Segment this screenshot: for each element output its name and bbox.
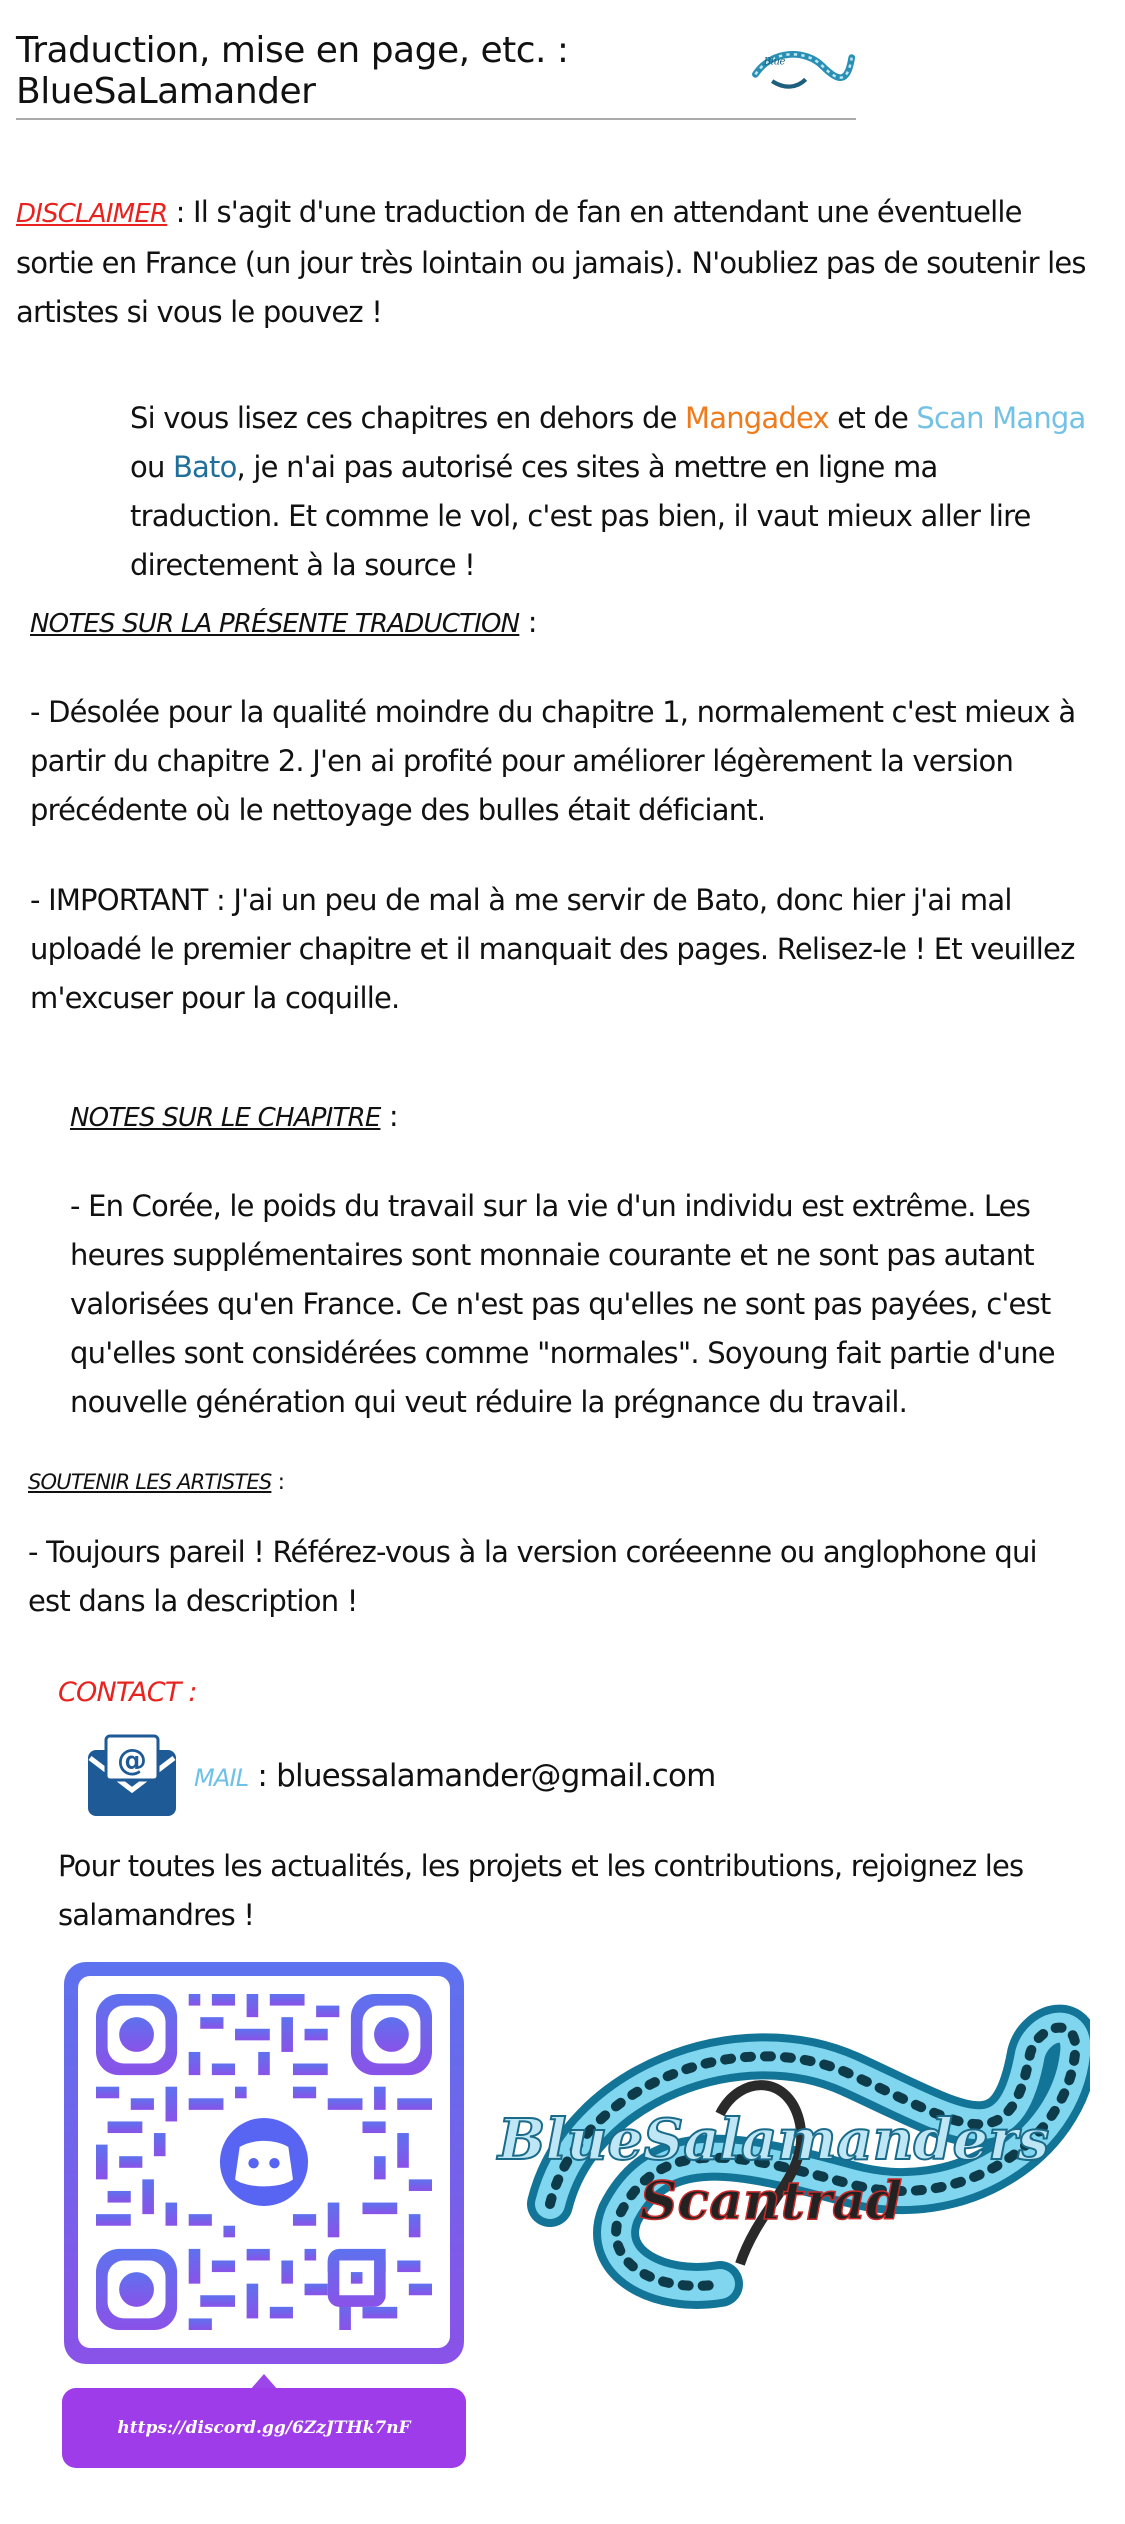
support-title: SOUTENIR LES ARTISTES: [28, 1470, 272, 1494]
notes-chapter-suffix: :: [380, 1099, 398, 1133]
notes-translation-heading: [30, 598, 537, 649]
mail-line: [194, 1752, 716, 1803]
discord-qr-code-icon: [96, 1994, 432, 2330]
notes-translation-title: NOTES SUR LA PRÉSENTE TRADUCTION: [30, 609, 520, 639]
notes-translation-item-2: - IMPORTANT : J'ai un peu de mal à me servir de Bato, donc hier j'ai mal uploadé le premier chapitre et il manquait des pages. Relisez-le ! Et veuillez m'excuser pour la coquille.: [30, 883, 1075, 1015]
logo-line2: Scantrad: [640, 2171, 903, 2232]
notes-chapter-item-1: - En Corée, le poids du travail sur la vie d'un individu est extrême. Les heures supplémentaires sont monnaie courante et ne sont pas autant valorisées qu'en France. Ce n'est pas qu'elles ne sont pas payées, c'est qu'elles sont considérées comme "normales". Soyoung fait partie d'une nouvelle génération qui veut réduire la prégnance du travail.: [70, 1189, 1055, 1419]
mangadex-link[interactable]: Mangadex: [685, 401, 829, 435]
qr-code-area: [78, 1976, 450, 2348]
sources-paragraph: [130, 394, 1090, 590]
notes-translation-suffix: :: [519, 605, 537, 639]
notes-chapter-heading: [70, 1092, 398, 1143]
disclaimer-text: : Il s'agit d'une traduction de fan en attendant une éventuelle sortie en France (un jour très lointain ou jamais). N'oubliez pas de soutenir les artistes si vous le pouvez !: [16, 195, 1086, 329]
disclaimer-label: DISCLAIMER: [16, 199, 168, 229]
salamander-mini-logo-icon: [747, 36, 856, 96]
sources-text-3: ou: [130, 450, 173, 484]
bato-link[interactable]: Bato: [172, 450, 237, 484]
support-text: - Toujours pareil ! Référez-vous à la version coréeenne ou anglophone qui est dans la description !: [28, 1535, 1037, 1618]
contact-title: CONTACT :: [58, 1677, 197, 1708]
mail-label: MAIL: [194, 1764, 249, 1792]
page-header: [16, 30, 856, 120]
mail-envelope-icon: [86, 1730, 178, 1822]
svg-text:Blue: Blue: [763, 56, 786, 68]
discord-link-button[interactable]: https://discord.gg/6ZzJTHk7nF: [62, 2388, 466, 2468]
svg-text:@: @: [117, 1743, 147, 1778]
scan-manga-link[interactable]: Scan Manga: [916, 401, 1086, 435]
sources-text-1: Si vous lisez ces chapitres en dehors de: [130, 401, 686, 435]
header-title: Traduction, mise en page, etc. : BlueSaLamander: [16, 30, 569, 112]
bluesalamanders-scantrad-logo: [490, 1964, 1090, 2324]
sources-text-4: , je n'ai pas autorisé ces sites à mettre en ligne ma traduction. Et comme le vol, c'est pas bien, il vaut mieux aller lire directement à la source !: [130, 450, 1031, 582]
discord-qr-card[interactable]: [64, 1962, 464, 2364]
notes-translation-item-1: - Désolée pour la qualité moindre du chapitre 1, normalement c'est mieux à partir du chapitre 2. J'en ai profité pour améliorer légèrement la version précédente où le nettoyage des bulles était déficiant.: [30, 695, 1076, 827]
sources-text-2: et de: [828, 401, 917, 435]
join-text: Pour toutes les actualités, les projets et les contributions, rejoignez les salamandres !: [58, 1849, 1024, 1932]
support-suffix: :: [271, 1470, 285, 1495]
logo-line1: BlueSalamanders: [498, 2107, 1050, 2173]
contact-email[interactable]: : bluessalamander@gmail.com: [248, 1758, 716, 1794]
notes-chapter-title: NOTES SUR LE CHAPITRE: [70, 1103, 381, 1133]
disclaimer-paragraph: [16, 188, 1096, 337]
support-heading: [28, 1458, 284, 1507]
